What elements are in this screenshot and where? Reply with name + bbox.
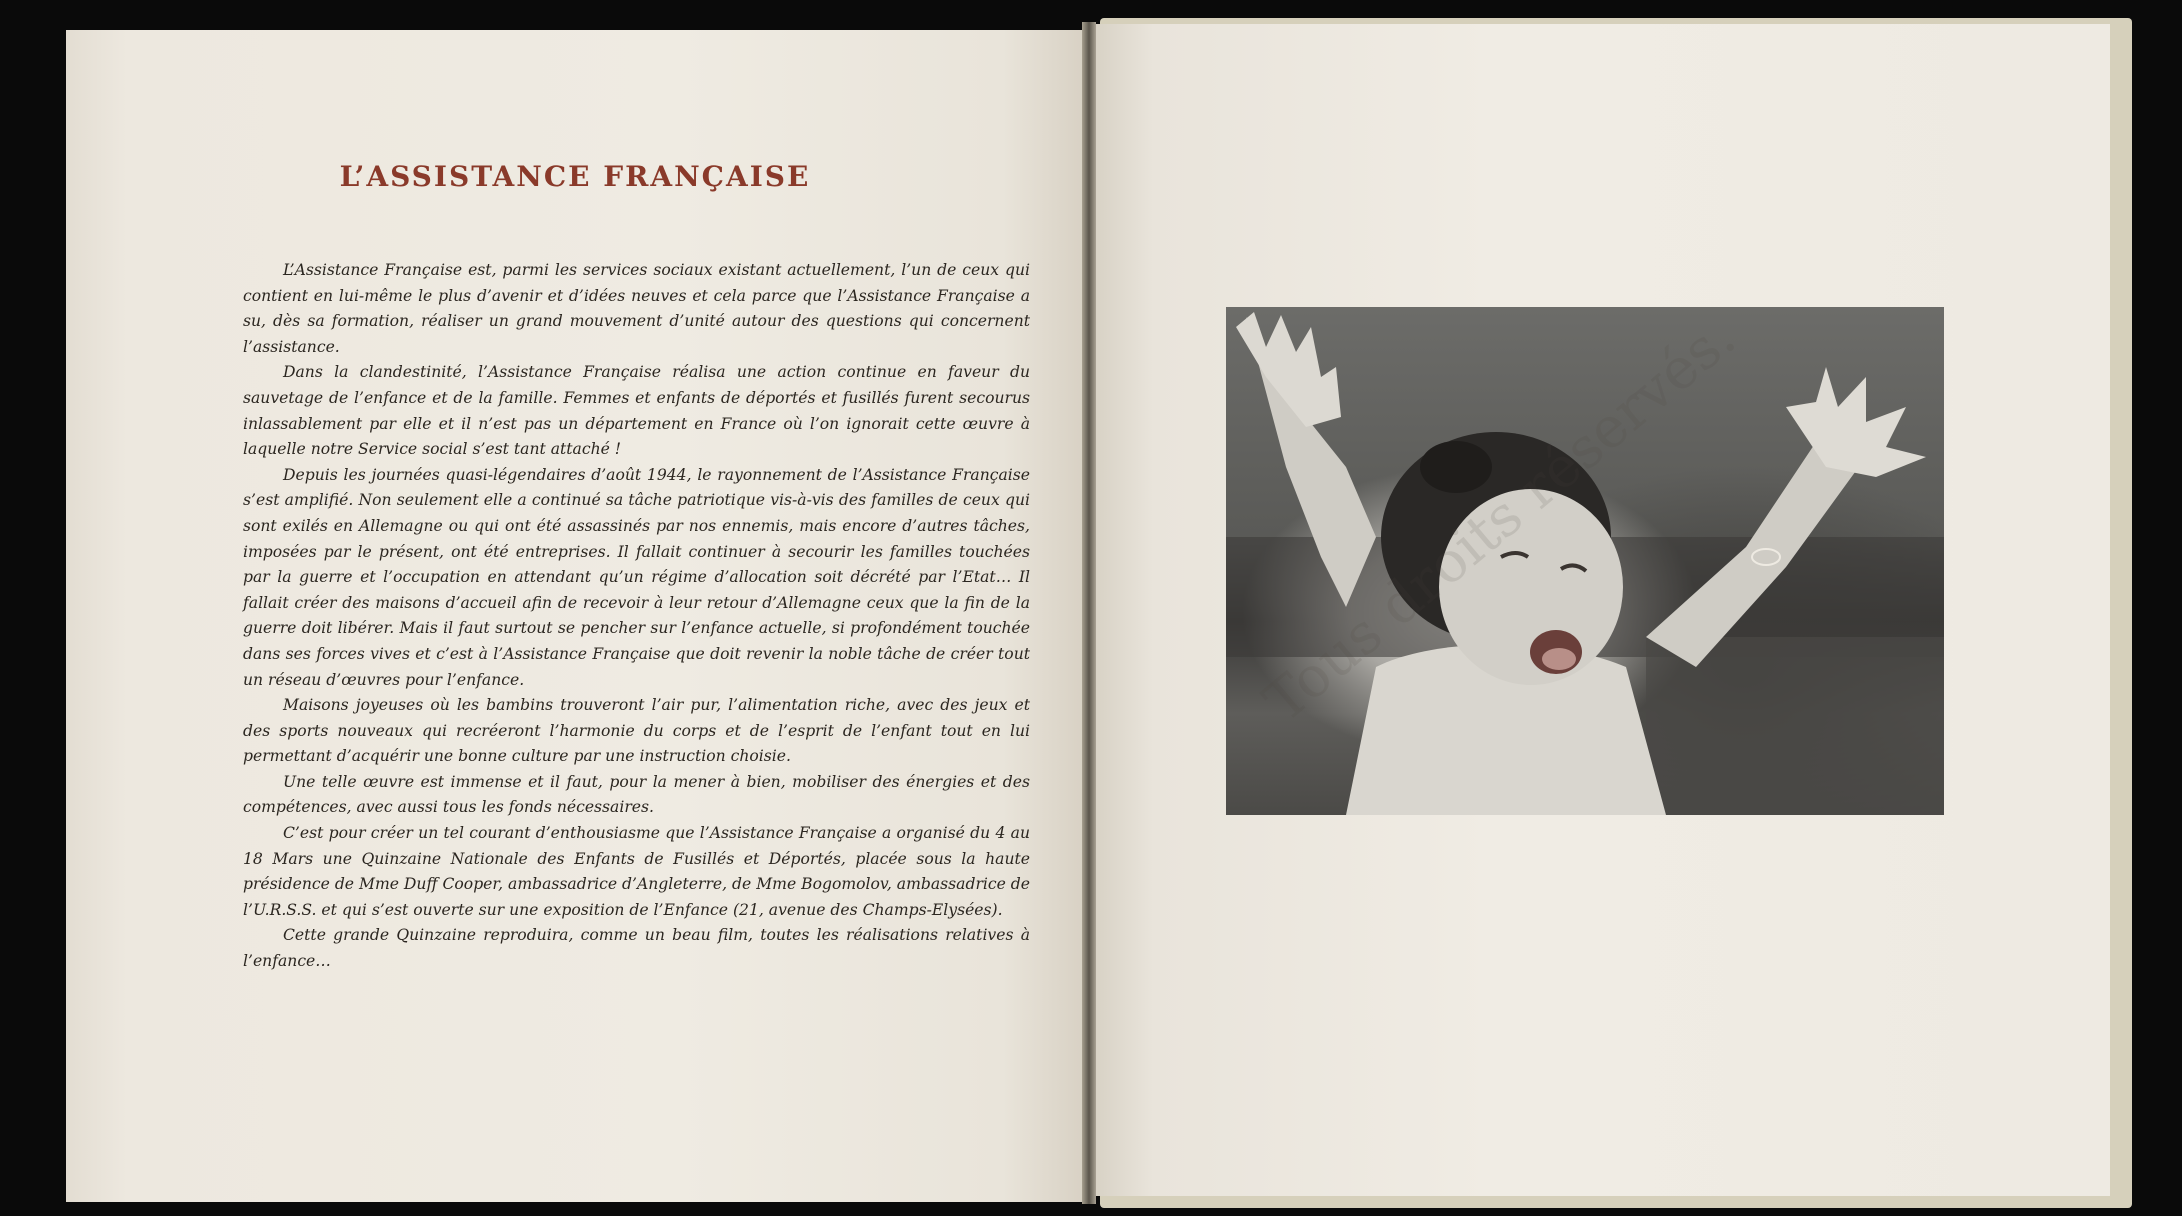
paragraph: Cette grande Quinzaine reproduira, comme un beau film, toutes les réalisations relatives à l’enfance… [243, 926, 1030, 971]
left-page [66, 30, 1084, 1202]
paragraph: L’Assistance Française est, parmi les services sociaux existant actuellement, l’un de ceux qui contient en lui-même le plus d’avenir et d’idées neuves et cela parce que l’Assistance Française a su, dès sa formation, réaliser un grand mouvement d’unité autour des questions qui concernent l’assistance. [243, 261, 1030, 356]
paragraph: Une telle œuvre est immense et il faut, pour la mener à bien, mobiliser des énergies et des compétences, avec aussi tous les fonds nécessaires. [243, 772, 1030, 817]
child-illustration [1226, 307, 1944, 815]
paragraph: Maisons joyeuses où les bambins trouveront l’air pur, l’alimentation riche, avec des jeux et des sports nouveaux qui recréeront l’harmonie du corps et de l’esprit de l’enfant tout en lui permettant d’acquérir une bonne culture par une instruction choisie. [243, 696, 1030, 766]
right-page [1092, 24, 2110, 1196]
article-body [243, 258, 1030, 975]
binding-gutter [1082, 22, 1096, 1204]
page-title: L’ASSISTANCE FRANÇAISE [339, 160, 811, 193]
paragraph: C’est pour créer un tel courant d’enthousiasme que l’Assistance Française a organisé du 4 au 18 Mars une Quinzaine Nationale des Enfants de Fusillés et Déportés, placée sous la haute présidence de Mme Duff Cooper, ambassadrice d’Angleterre, de Mme Bogomolov, ambassadrice de l’U.R.S.S. et qui s’est ouverte sur une exposition de l’Enfance (21, avenue des Champs-Elysées). [243, 824, 1031, 919]
child-photograph [1226, 307, 1944, 815]
paragraph: Dans la clandestinité, l’Assistance Française réalisa une action continue en faveur du sauvetage de l’enfance et de la famille. Femmes et enfants de déportés et fusillés furent secourus inlassablement par elle et il n’est pas un département en France où l’on ignorait cette œuvre à laquelle notre Service social s’est tant attaché ! [243, 363, 1030, 459]
paragraph: Depuis les journées quasi-légendaires d’août 1944, le rayonnement de l’Assistance Française s’est amplifié. Non seulement elle a continué sa tâche patriotique vis-à-vis des familles de ceux qui sont exilés en Allemagne ou qui ont été assassinés par nos ennemis, mais encore d’autres tâches, imposées par le présent, ont été entreprises. Il fallait continuer à secourir les familles touchées par la guerre et l’occupation en attendant qu’un régime d’allocation soit décrété par l’Etat… Il fallait créer des maisons d’accueil afin de recevoir à leur retour d’Allemagne ceux que la fin de la guerre doit libérer. Mais il faut surtout se pencher sur l’enfance actuelle, si profondément touchée dans ses forces vives et c’est à l’Assistance Française que doit revenir la noble tâche de créer tout un réseau d’œuvres pour l’enfance. [243, 465, 1030, 689]
